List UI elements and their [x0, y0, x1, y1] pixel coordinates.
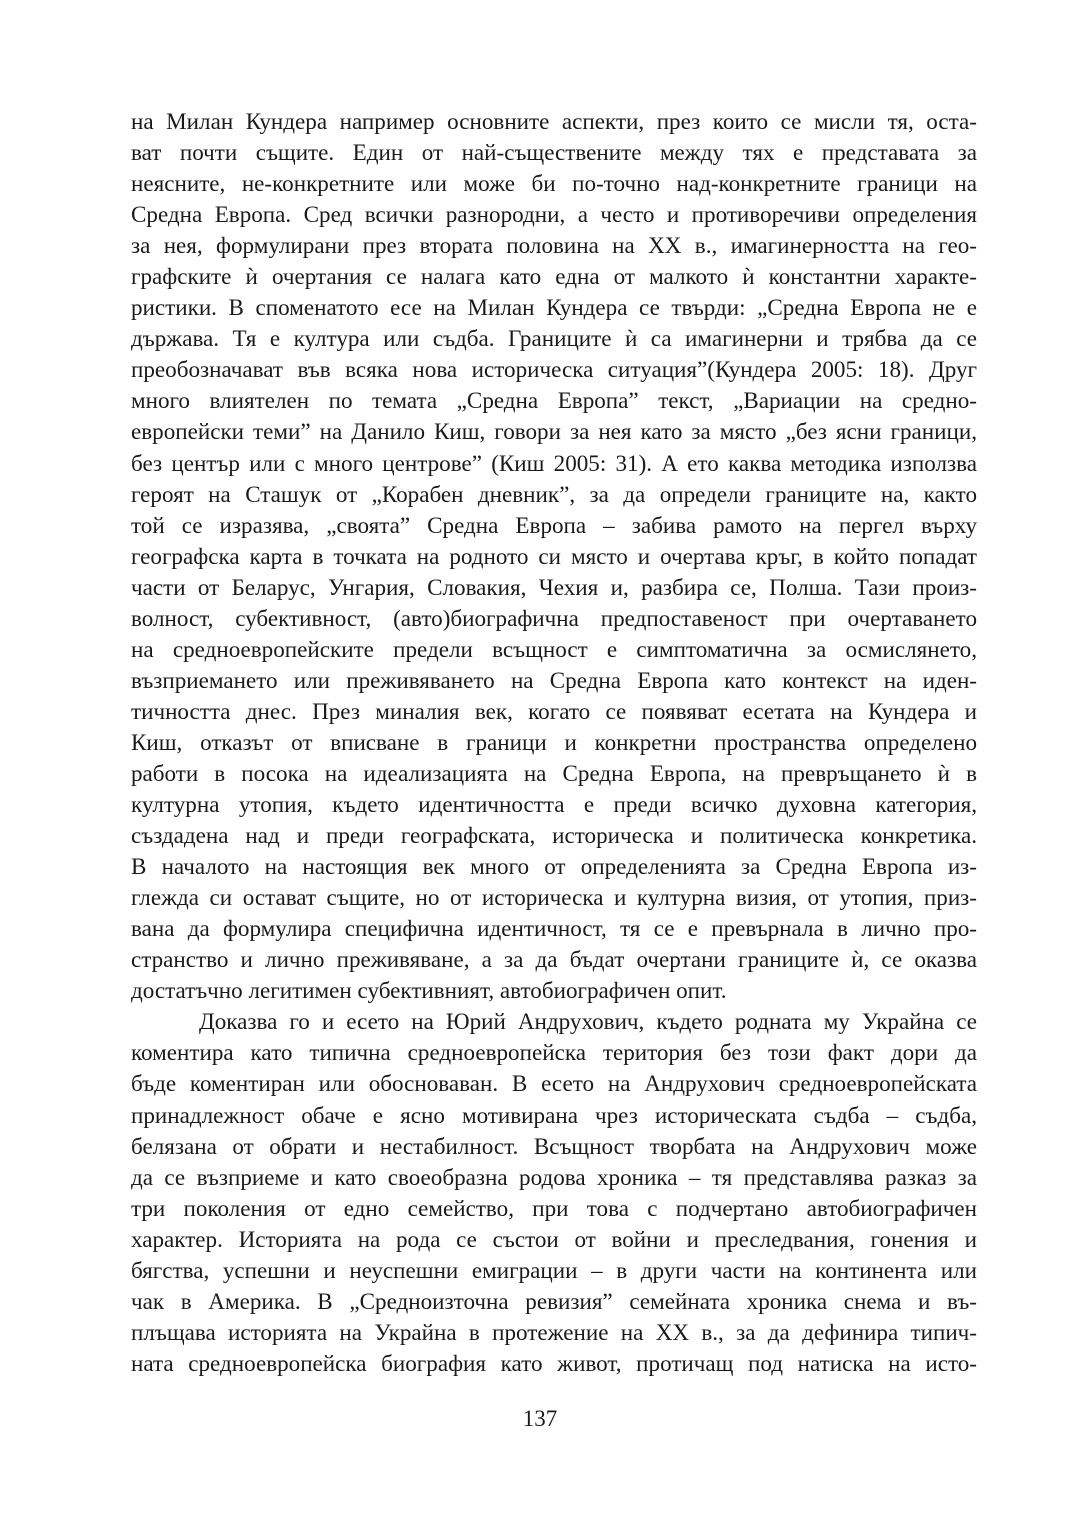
text-line: да се възприеме и като своеобразна родова хроника – тя представлява разказ за [131, 1163, 977, 1190]
text-line: възприемането или преживяването на Средна Европа като контекст на иден- [131, 666, 977, 693]
text-line: на средноевропейските предели всъщност е симптоматична за осмислянето, [131, 635, 977, 662]
text-line: вана да формулира специфична идентичност, тя се е превърнала в лично про- [131, 915, 977, 942]
text-line: белязана от обрати и нестабилност. Всъщност творбата на Андрухович може [131, 1132, 977, 1159]
text-line: държава. Тя е култура или съдба. Границите ѝ са имагинерни и трябва да се [131, 325, 977, 352]
text-line: плъщава историята на Украйна в протежение на ХХ в., за да дефинира типич- [131, 1318, 977, 1345]
text-line: части от Беларус, Унгария, Словакия, Чехия и, разбира се, Полша. Тази произ- [131, 573, 977, 600]
text-line: волност, субективност, (авто)биографична предпоставеност при очертаването [131, 604, 977, 631]
text-line: глежда си остават същите, но от историческа и културна визия, от утопия, приз- [131, 884, 977, 911]
text-line: характер. Историята на рода се състои от войни и преследвания, гонения и [131, 1225, 977, 1252]
text-line: преобозначават във всяка нова историческа ситуация”(Кундера 2005: 18). Друг [131, 356, 977, 383]
text-line: В началото на настоящия век много от определенията за Средна Европа из- [131, 853, 977, 880]
text-line: графските ѝ очертания се налага като една от малкото ѝ константни характе- [131, 263, 977, 290]
text-line: ристики. В споменатото есе на Милан Кундера се твърди: „Средна Европа не е [131, 294, 977, 321]
text-line: много влиятелен по темата „Средна Европа” текст, „Вариации на средно- [131, 387, 977, 414]
text-line: неясните, не-конкретните или може би по-точно над-конкретните граници на [131, 170, 977, 197]
text-line: Киш, отказът от вписване в граници и конкретни пространства определено [131, 728, 977, 755]
text-line: културна утопия, където идентичността е преди всичко духовна категория, [131, 791, 977, 818]
body-text [131, 106, 977, 1379]
text-line: на Милан Кундера например основните аспекти, през които се мисли тя, оста- [131, 108, 977, 134]
text-line: странство и лично преживяване, а за да бъдат очертани границите ѝ, се оказва [131, 946, 977, 973]
text-line: три поколения от едно семейство, при това с подчертано автобиографичен [131, 1194, 977, 1221]
text-line: Доказва го и есето на Юрий Андрухович, където родната му Украйна се [199, 1008, 977, 1035]
text-line: работи в посока на идеализацията на Средна Европа, на превръщането ѝ в [131, 759, 977, 786]
text-line: героят на Сташук от „Корабен дневник”, за да определи границите на, както [131, 480, 977, 507]
text-line: географска карта в точката на родното си място и очертава кръг, в който попадат [131, 542, 977, 569]
text-line: той се изразява, „своята” Средна Европа – забива рамото на пергел върху [131, 511, 977, 538]
text-line: за нея, формулирани през втората половина на ХХ в., имагинерността на гео- [131, 232, 977, 259]
text-line: без център или с много центрове” (Киш 2005: 31). А ето каква методика използва [131, 449, 977, 476]
text-line: европейски теми” на Данило Киш, говори за нея като за място „без ясни граници, [131, 418, 977, 445]
text-line: достатъчно легитимен субективният, автобиографичен опит. [131, 977, 727, 1004]
text-line: Средна Европа. Сред всички разнородни, а често и противоречиви определения [131, 201, 977, 228]
text-line: тичността днес. През миналия век, когато се появяват есетата на Кундера и [131, 697, 977, 724]
text-line: ват почти същите. Един от най-съществените между тях е представата за [131, 139, 977, 166]
text-line: чак в Америка. В „Средноизточна ревизия” семейната хроника снема и въ- [131, 1287, 977, 1314]
page-number: 137 [522, 1406, 558, 1431]
text-line: ната средноевропейска биография като живот, протичащ под натиска на исто- [131, 1349, 977, 1376]
paragraph-2 [131, 1006, 977, 1379]
text-line: принадлежност обаче е ясно мотивирана чрез историческата съдба – съдба, [131, 1101, 977, 1128]
text-line: създадена над и преди географската, историческа и политическа конкретика. [131, 822, 977, 849]
paragraph-1 [131, 106, 977, 1006]
text-line: бъде коментиран или обосноваван. В есето на Андрухович средноевропейската [131, 1070, 977, 1097]
text-line: коментира като типична средноевропейска територия без този факт дори да [131, 1039, 977, 1066]
text-line: бягства, успешни и неуспешни емиграции – в други части на континента или [131, 1256, 977, 1283]
